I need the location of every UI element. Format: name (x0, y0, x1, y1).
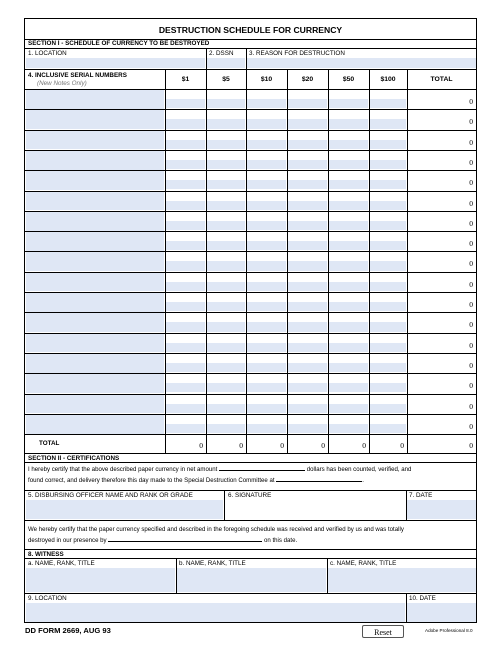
denomination-field[interactable] (247, 221, 286, 230)
column-total: 0 (469, 441, 473, 451)
location-label: 1. LOCATION (28, 50, 67, 57)
denomination-field[interactable] (370, 221, 406, 230)
denomination-field[interactable] (247, 322, 286, 331)
denomination-field[interactable] (247, 140, 286, 149)
serial-number-field[interactable] (26, 293, 164, 312)
denomination-field[interactable] (288, 302, 327, 311)
cert-1-text: I hereby certify that the above described paper currency in net amount dollars has been counted, verified, and found correct, and delivery therefore this day made to the Special Destruction Committee at . (28, 466, 412, 484)
committee-location-field[interactable] (276, 475, 362, 482)
denomination-field[interactable] (166, 201, 205, 210)
denomination-field[interactable] (207, 119, 245, 128)
location-9-field[interactable] (26, 603, 405, 622)
denomination-field[interactable] (288, 363, 327, 372)
column-total: 0 (280, 441, 284, 451)
denomination-field[interactable] (207, 99, 245, 108)
denomination-field[interactable] (247, 241, 286, 250)
denomination-field[interactable] (207, 302, 245, 311)
row-total: 0 (469, 97, 473, 106)
denomination-field[interactable] (247, 201, 286, 210)
denomination-field[interactable] (247, 282, 286, 291)
denomination-field[interactable] (207, 160, 245, 169)
denomination-field[interactable] (166, 302, 205, 311)
reason-label: 3. REASON FOR DESTRUCTION (249, 50, 345, 57)
denomination-field[interactable] (166, 343, 205, 352)
row-total: 0 (469, 198, 473, 208)
row-total: 0 (469, 401, 473, 411)
denomination-field[interactable] (370, 119, 406, 128)
denomination-field[interactable] (329, 201, 368, 210)
denomination-field[interactable] (329, 160, 368, 169)
witness-c-label: c. NAME, RANK, TITLE (330, 560, 397, 567)
denomination-field[interactable] (329, 322, 368, 331)
row-total: 0 (469, 360, 473, 370)
witness-heading: 8. WITNESS (28, 551, 64, 558)
signature-label: 6. SIGNATURE (228, 492, 272, 499)
denomination-field[interactable] (370, 322, 406, 331)
form-id: DD FORM 2669, AUG 93 (25, 626, 111, 635)
denomination-field[interactable] (329, 99, 368, 108)
denomination-field[interactable] (247, 302, 286, 311)
denomination-field[interactable] (166, 99, 205, 108)
reason-field[interactable] (247, 58, 476, 68)
denomination-field[interactable] (247, 424, 286, 433)
denomination-field[interactable] (247, 180, 286, 189)
location-field[interactable] (26, 58, 205, 68)
currency-table (25, 69, 476, 455)
denomination-field[interactable] (166, 241, 205, 250)
denomination-field[interactable] (288, 140, 327, 149)
denomination-field[interactable] (207, 180, 245, 189)
denomination-field[interactable] (207, 383, 245, 392)
serial-number-field[interactable] (26, 252, 164, 271)
denomination-field[interactable] (370, 241, 406, 250)
denomination-field[interactable] (207, 343, 245, 352)
denomination-field[interactable] (207, 363, 245, 372)
denomination-field[interactable] (370, 160, 406, 169)
destroyed-by-field[interactable] (108, 535, 262, 542)
row-total: 0 (469, 117, 473, 127)
witness-a-field[interactable] (26, 568, 175, 592)
serial-number-field[interactable] (26, 273, 164, 292)
denomination-field[interactable] (288, 383, 327, 392)
section-2-heading: SECTION II - CERTIFICATIONS (28, 455, 120, 462)
denomination-field[interactable] (166, 180, 205, 189)
denomination-field[interactable] (207, 322, 245, 331)
officer-date-label: 7. DATE (409, 492, 433, 499)
denomination-field[interactable] (370, 282, 406, 291)
denomination-field[interactable] (370, 383, 406, 392)
column-header: $100 (380, 76, 396, 83)
row-total: 0 (469, 340, 473, 350)
denomination-field[interactable] (329, 343, 368, 352)
denomination-field[interactable] (329, 282, 368, 291)
denomination-field[interactable] (329, 383, 368, 392)
denomination-field[interactable] (247, 119, 286, 128)
serial-number-field[interactable] (26, 151, 164, 170)
column-total: 0 (239, 441, 243, 451)
denomination-field[interactable] (329, 404, 368, 413)
witness-b-field[interactable] (177, 568, 326, 592)
denomination-field[interactable] (166, 424, 205, 433)
dssn-field[interactable] (207, 58, 245, 68)
serial-number-field[interactable] (26, 415, 164, 434)
denomination-field[interactable] (370, 261, 406, 270)
date-10-field[interactable] (407, 603, 476, 622)
column-total: 0 (362, 441, 366, 451)
column-total: 0 (321, 441, 325, 451)
denomination-field[interactable] (370, 302, 406, 311)
column-header: $10 (260, 76, 273, 83)
denomination-field[interactable] (288, 160, 327, 169)
denomination-field[interactable] (207, 241, 245, 250)
denomination-field[interactable] (247, 363, 286, 372)
serial-number-field[interactable] (26, 374, 164, 393)
denomination-field[interactable] (329, 261, 368, 270)
denomination-field[interactable] (329, 302, 368, 311)
witness-b-label: b. NAME, RANK, TITLE (179, 560, 246, 567)
denomination-field[interactable] (288, 119, 327, 128)
row-total: 0 (469, 137, 473, 147)
officer-name-label: 5. DISBURSING OFFICER NAME AND RANK OR GRADE (28, 492, 193, 499)
denomination-field[interactable] (166, 221, 205, 230)
witness-c-field[interactable] (328, 568, 476, 592)
software-label: Adobe Professional 8.0 (425, 628, 473, 633)
denomination-field[interactable] (166, 140, 205, 149)
row-total: 0 (469, 218, 473, 228)
denomination-field[interactable] (288, 322, 327, 331)
location-9-label: 9. LOCATION (28, 595, 67, 602)
serial-number-field[interactable] (26, 110, 164, 129)
denomination-field[interactable] (329, 221, 368, 230)
denomination-field[interactable] (166, 119, 205, 128)
total-row-label: TOTAL (39, 440, 60, 448)
net-amount-field[interactable] (219, 464, 305, 471)
denomination-field[interactable] (166, 322, 205, 331)
denomination-field[interactable] (288, 424, 327, 433)
row-total: 0 (469, 421, 473, 431)
denomination-field[interactable] (207, 221, 245, 230)
denomination-field[interactable] (288, 221, 327, 230)
denomination-field[interactable] (166, 404, 205, 413)
denomination-field[interactable] (370, 140, 406, 149)
denomination-field[interactable] (288, 282, 327, 291)
denomination-field[interactable] (370, 404, 406, 413)
denomination-field[interactable] (370, 424, 406, 433)
denomination-field[interactable] (288, 180, 327, 189)
denomination-field[interactable] (207, 261, 245, 270)
denomination-field[interactable] (207, 201, 245, 210)
denomination-field[interactable] (166, 282, 205, 291)
row-total: 0 (469, 381, 473, 391)
serial-number-field[interactable] (26, 232, 164, 251)
section-1-heading: SECTION I - SCHEDULE OF CURRENCY TO BE DESTROYED (28, 40, 210, 47)
denomination-field[interactable] (370, 180, 406, 189)
serial-number-field[interactable] (26, 90, 164, 109)
column-header: $20 (301, 76, 314, 83)
denomination-field[interactable] (247, 99, 286, 108)
currency-destruction-form (24, 18, 477, 623)
row-total: 0 (469, 239, 473, 249)
denomination-field[interactable] (288, 404, 327, 413)
column-header: $50 (342, 76, 355, 83)
denomination-field[interactable] (207, 140, 245, 149)
row-total: 0 (469, 178, 473, 188)
serial-number-field[interactable] (26, 192, 164, 211)
serial-number-field[interactable] (26, 395, 164, 414)
serial-number-field[interactable] (26, 313, 164, 332)
denomination-field[interactable] (329, 424, 368, 433)
denomination-field[interactable] (329, 140, 368, 149)
column-header: TOTAL (430, 76, 453, 83)
denomination-field[interactable] (329, 119, 368, 128)
denomination-field[interactable] (207, 282, 245, 291)
denomination-field[interactable] (247, 383, 286, 392)
column-total: 0 (199, 441, 203, 451)
denomination-field[interactable] (288, 343, 327, 352)
serial-number-field[interactable] (26, 212, 164, 231)
denomination-field[interactable] (247, 160, 286, 169)
serial-number-field[interactable] (26, 131, 164, 150)
column-header: $1 (181, 76, 190, 83)
denomination-field[interactable] (288, 241, 327, 250)
denomination-field[interactable] (370, 201, 406, 210)
denomination-field[interactable] (166, 363, 205, 372)
denomination-field[interactable] (207, 404, 245, 413)
denomination-field[interactable] (329, 241, 368, 250)
denomination-field[interactable] (166, 383, 205, 392)
row-total: 0 (469, 157, 473, 167)
row-total: 0 (469, 279, 473, 289)
denomination-field[interactable] (370, 343, 406, 352)
denomination-field[interactable] (247, 404, 286, 413)
denomination-field[interactable] (329, 363, 368, 372)
serial-number-field[interactable] (26, 334, 164, 353)
column-total: 0 (400, 441, 404, 451)
row-total: 0 (469, 259, 473, 269)
reset-button[interactable]: Reset (362, 625, 404, 638)
witness-a-label: a. NAME, RANK, TITLE (28, 560, 95, 567)
denomination-field[interactable] (370, 99, 406, 108)
denomination-field[interactable] (288, 261, 327, 270)
denomination-field[interactable] (166, 261, 205, 270)
denomination-field[interactable] (166, 160, 205, 169)
denomination-field[interactable] (288, 99, 327, 108)
row-total: 0 (469, 300, 473, 309)
denomination-field[interactable] (207, 424, 245, 433)
form-title: DESTRUCTION SCHEDULE FOR CURRENCY (158, 25, 343, 35)
serials-note: (New Notes Only) (37, 80, 87, 87)
denomination-field[interactable] (288, 201, 327, 210)
column-header: $5 (222, 76, 230, 83)
denomination-field[interactable] (329, 180, 368, 189)
row-total: 0 (469, 320, 473, 330)
officer-name-field[interactable] (26, 500, 223, 519)
denomination-field[interactable] (247, 343, 286, 352)
officer-date-field[interactable] (407, 500, 476, 519)
dssn-label: 2. DSSN (209, 50, 234, 57)
serial-number-field[interactable] (26, 354, 164, 373)
date-10-label: 10. DATE (409, 595, 436, 602)
serial-number-field[interactable] (26, 171, 164, 190)
denomination-field[interactable] (247, 261, 286, 270)
cert-2-text: We hereby certify that the paper currency specified and described in the foregoing schedule was received and verified by us and was totally destroyed in our presence by on this date. (28, 526, 404, 544)
serials-label: 4. INCLUSIVE SERIAL NUMBERS (28, 72, 127, 79)
denomination-field[interactable] (370, 363, 406, 372)
